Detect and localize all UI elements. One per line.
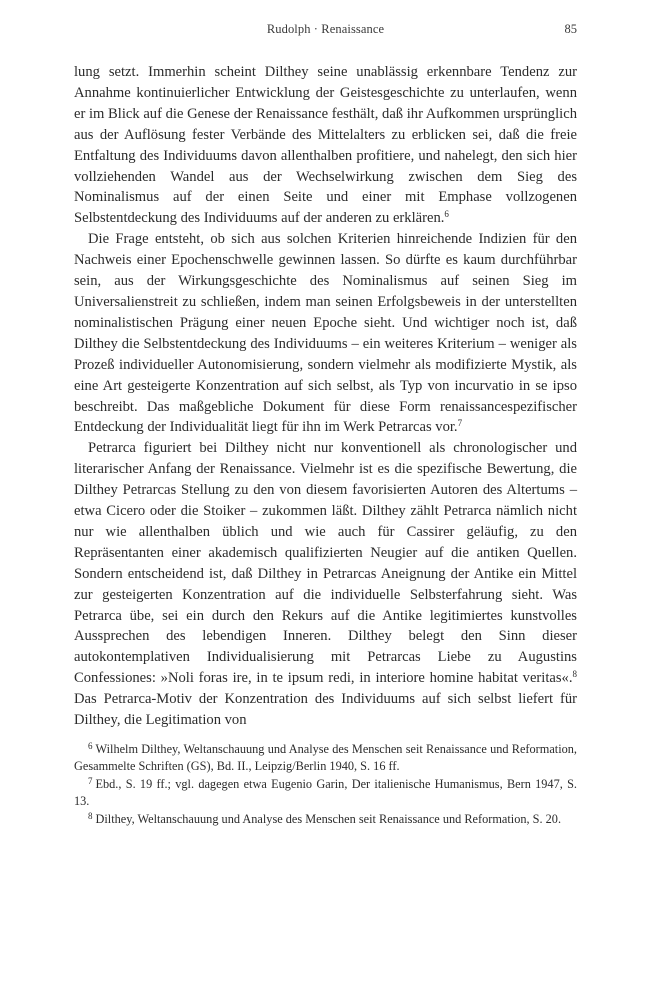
footnote — [74, 776, 577, 811]
footnote-number: 7 — [88, 775, 93, 786]
page-number: 85 — [564, 22, 577, 36]
footnote-text: Ebd., S. 19 ff.; vgl. dagegen etwa Eugenio Garin, Der italienische Humanismus, Bern 1947, S. 13. — [74, 776, 577, 809]
footnote-text: Dilthey, Weltanschauung und Analyse des Menschen seit Renaissance und Reformation, S. 20. — [95, 811, 562, 826]
footnote-number: 6 — [88, 741, 93, 751]
footnotes — [74, 741, 577, 828]
paragraph-text: Die Frage entsteht, ob sich aus solchen Kriterien hinreichende Indizien für den Nachweis einer Epochenschwelle gewinnen lassen. So dürfte es kaum durchführbar sein, aus der Wirkungsgeschichte des Nominalismus auf seinen Sieg im Universalienstreit zu schließen, indem man seinen Erfolgsbeweis in der unterstellten nominalistischen Prägung einer neuen Epoche sieht. Und wichtiger noch ist, daß Dilthey die Selbstentdeckung des Individuums – ein weiteres Kriterium – weniger als Prozeß individueller Autonomisierung, sondern vielmehr als modifizierte Mystik, als eine Art gesteigerte Konzentration auf sich selbst, als Typ von incurvatio in se ipso beschreibt. Das maßgebliche Dokument für diese Form renaissancespezifischer Entdeckung der Individualität liegt für ihn im Werk Petrarcas vor. — [74, 231, 577, 436]
paragraph-text: Petrarca figuriert bei Dilthey nicht nur konventionell als chronologischer und literarischer Anfang der Renaissance. Vielmehr ist es die spezifische Bewertung, die Dilthey Petrarcas Stellung zu den von diesem favorisierten Autoren des Altertums – etwa Cicero oder die Stoiker – zukommen läßt. Dilthey zählt Petrarca nämlich nicht nur wie allenthalben üblich und wie auch für Cassirer geläufig, zu den Repräsentanten einer akademisch qualifizierten Neugier auf die antiken Quellen. Sondern entscheidend ist, daß Dilthey in Petrarcas Aneignung der Antike ein Mittel zur gesteigerten Konzentration auf die individuelle Selbsterfahrung sieht. Was Petrarca übe, sei ein durch den Rekurs auf die Antike legitimiertes kunstvolles Aussprechen des lebendigen Inneren. Dilthey belegt den Sinn dieser autokontemplativen Individualisierung mit Petrarcas Liebe zu Augustins Confessiones: »Noli foras ire, in te ipsum redi, in interiore homine habitat veritas«. — [74, 440, 577, 687]
paragraph — [74, 62, 577, 229]
footnote-text: Wilhelm Dilthey, Weltanschauung und Analyse des Menschen seit Renaissance und Reformation, Gesammelte Schriften (GS), Bd. II., Leipzig/Berlin 1940, S. 16 ff. — [74, 742, 577, 774]
footnote — [74, 811, 577, 828]
paragraph-text: lung setzt. Immerhin scheint Dilthey seine unablässig erkennbare Tendenz zur Annahme kontinuierlicher Entwicklung der Geistesgeschichte zu unterlaufen, wenn er im Blick auf die Genese der Renaissance festhält, daß ihr Aufkommen ursprünglich aus der Auflösung fester Verbände des Mittelalters zu erblicken sei, daß die freie Entfaltung des Individuums davon allenthalben profitiere, und nahelegt, den sich hier vollziehenden Wandel aus der Wechselwirkung zwischen dem Sieg des Nominalismus auf der einen Seite und einer mit Emphase vollzogenen Selbstentdeckung des Individuums auf der anderen zu erklären. — [74, 64, 577, 227]
running-header — [74, 22, 577, 42]
body-text — [74, 62, 577, 731]
paragraph — [74, 438, 577, 731]
footnote-reference[interactable]: 7 — [457, 418, 463, 429]
footnote-reference[interactable]: 8 — [572, 669, 577, 680]
running-title: Rudolph · Renaissance — [266, 22, 385, 36]
paragraph — [74, 229, 577, 438]
footnote — [74, 741, 577, 776]
footnote-reference[interactable]: 6 — [444, 209, 449, 220]
footnote-number: 8 — [88, 810, 93, 821]
paragraph-text-continued: Das Petrarca-Motiv der Konzentration des Individuums auf sich selbst liefert für Dilthey, die Legitimation von — [74, 691, 577, 729]
